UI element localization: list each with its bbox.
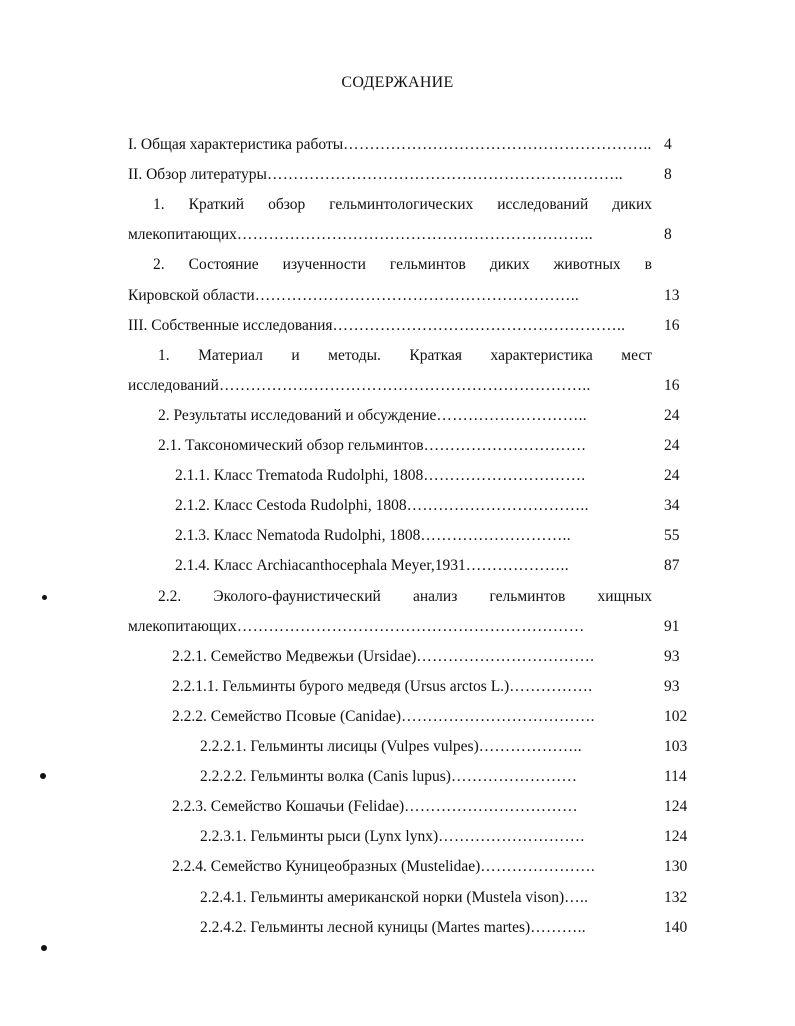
toc-leader-dots: ………………………………………………………….. — [236, 226, 593, 244]
toc-page-number: 8 — [664, 166, 672, 184]
toc-page-number: 13 — [664, 286, 680, 304]
toc-entry-label: 2.1. Таксономический обзор гельминтов — [158, 437, 424, 454]
toc-entry-label: 2.1.3. Класс Nematoda Rudolphi, 1808 — [175, 527, 421, 545]
toc-entry[interactable] — [128, 285, 652, 307]
toc-page-number: 24 — [664, 406, 680, 424]
toc-leader-dots: …………………………………………………………….. — [218, 376, 591, 394]
margin-mark — [41, 945, 47, 951]
toc-entry[interactable] — [200, 826, 652, 848]
toc-entry[interactable] — [158, 435, 652, 457]
toc-leader-dots: ……………….. — [465, 557, 569, 575]
toc-leader-dots: ……………………………………………….. — [332, 316, 626, 334]
toc-entry-first-line: 2.2. Эколого-фаунистический анализ гельминтов хищных — [158, 587, 652, 605]
toc-entry-label: 2.2.4.1. Гельминты американской норки (Mustela vison) — [200, 888, 565, 906]
toc-entry-label: 2.1.4. Класс Archiacanthocephala Meyer,1931 — [175, 557, 466, 575]
toc-entry[interactable] — [175, 495, 652, 517]
toc-page-number: 124 — [664, 798, 688, 816]
toc-leader-dots: ………………………………………………….. — [343, 136, 652, 153]
toc-page-number: 24 — [664, 467, 680, 485]
toc-entry[interactable] — [172, 796, 652, 818]
toc-entry-label: 2.2.1.1. Гельминты бурого медведя (Ursus arctos L.) — [172, 677, 510, 695]
toc-entry-label: 2. Результаты исследований и обсуждение — [158, 406, 437, 424]
toc-entry[interactable] — [128, 375, 652, 397]
toc-entry-label: Кировской области — [128, 286, 255, 304]
toc-page-number: 16 — [664, 376, 680, 394]
toc-entry-label: 2.2.3. Семейство Кошачьи (Felidae) — [172, 798, 405, 816]
toc-leader-dots: ….. — [564, 888, 589, 906]
toc-page-number: 130 — [664, 858, 688, 876]
toc-entry-label: II. Обзор литературы — [128, 166, 267, 184]
toc-entry-label: 2.2.1. Семейство Медвежьи (Ursidae) — [172, 647, 417, 665]
toc-leader-dots: ……………….. — [478, 738, 582, 755]
toc-leader-dots: ……………. — [509, 677, 593, 695]
toc-entry[interactable] — [200, 736, 652, 758]
toc-entry[interactable] — [128, 616, 652, 638]
toc-leader-dots: …………………… — [450, 768, 578, 786]
toc-leader-dots: ……………………….. — [436, 406, 587, 424]
toc-page-number: 93 — [664, 647, 680, 665]
toc-entry-first-line: 1. Краткий обзор гельминтологических исследований диких — [153, 196, 652, 214]
toc-leader-dots: ………………………………………………………….. — [266, 166, 623, 184]
toc-page-number: 87 — [664, 557, 680, 575]
toc-entry[interactable] — [172, 706, 652, 728]
toc-page-number: 114 — [664, 768, 687, 786]
toc-leader-dots: …………………………. — [423, 467, 586, 485]
toc-entry[interactable] — [175, 525, 652, 547]
toc-entry-label: III. Собственные исследования — [128, 316, 333, 334]
toc-entry[interactable] — [172, 676, 652, 698]
page-title: СОДЕРЖАНИЕ — [341, 74, 454, 91]
toc-leader-dots: ………………………. — [438, 828, 585, 846]
toc-entry-label: 2.2.2.2. Гельминты волка (Canis lupus) — [200, 768, 451, 786]
toc-leader-dots: ……………………….. — [420, 527, 571, 545]
toc-entry[interactable] — [158, 405, 652, 427]
toc-leader-dots: ………………………………. — [401, 707, 595, 725]
toc-page-number: 24 — [664, 437, 680, 454]
toc-leader-dots: ………………………………………………………… — [236, 617, 585, 635]
toc-entry[interactable] — [200, 887, 652, 909]
toc-entry-first-line: 2. Состояние изученности гельминтов диких животных в — [153, 256, 652, 274]
toc-page-number: 4 — [664, 136, 672, 153]
toc-page-number: 132 — [664, 888, 688, 906]
toc-page-number: 91 — [664, 617, 680, 635]
toc-entry[interactable] — [200, 766, 652, 788]
toc-leader-dots: …………………………….. — [406, 497, 589, 515]
toc-page-number: 8 — [664, 226, 672, 244]
toc-entry[interactable] — [128, 315, 652, 337]
toc-entry-label: 2.2.4.2. Гельминты лесной куницы (Martes martes) — [200, 918, 531, 936]
toc-entry[interactable] — [175, 555, 652, 577]
toc-page-number: 102 — [664, 707, 688, 725]
toc-entry-label: 2.2.4. Семейство Куницеобразных (Mustelidae) — [172, 858, 481, 876]
toc-leader-dots: ……………………………. — [416, 647, 595, 665]
toc-entry[interactable] — [172, 646, 652, 668]
toc-page-number: 93 — [664, 677, 680, 695]
toc-page-number: 124 — [664, 828, 688, 846]
toc-page-number: 103 — [664, 738, 688, 755]
toc-page-number: 140 — [664, 918, 688, 936]
toc-leader-dots: …………………………… — [404, 798, 578, 816]
toc-entry[interactable] — [128, 164, 652, 186]
toc-entry[interactable] — [128, 224, 652, 246]
toc-leader-dots: ……….. — [530, 918, 586, 936]
toc-entry[interactable] — [128, 134, 652, 156]
toc-entry-label: 2.2.3.1. Гельминты рыси (Lynx lynx) — [200, 828, 439, 846]
margin-mark — [40, 773, 46, 779]
toc-page-number: 16 — [664, 316, 680, 334]
toc-leader-dots: …………………………………………………….. — [254, 286, 580, 304]
toc-entry-first-line: 1. Материал и методы. Краткая характеристика мест — [158, 346, 652, 364]
toc-entry-label: 2.2.2.1. Гельминты лисицы (Vulpes vulpes) — [200, 738, 479, 755]
toc-entry-label: млекопитающих — [128, 226, 237, 244]
toc-entry-label: 2.1.2. Класс Cestoda Rudolphi, 1808 — [175, 497, 407, 515]
toc-entry[interactable] — [200, 917, 652, 939]
toc-page-number: 55 — [664, 527, 680, 545]
toc-entry-label: 2.1.1. Класс Trematoda Rudolphi, 1808 — [175, 467, 424, 485]
toc-entry[interactable] — [172, 856, 652, 878]
toc-leader-dots: …………………. — [480, 858, 596, 876]
toc-entry-label: исследований — [128, 376, 219, 394]
toc-entry-label: 2.2.2. Семейство Псовые (Canidae) — [172, 707, 402, 725]
toc-entry[interactable] — [175, 465, 652, 487]
margin-mark — [42, 595, 47, 600]
toc-page-number: 34 — [664, 497, 680, 515]
toc-entry-label: I. Общая характеристика работы — [128, 136, 344, 153]
toc-entry-label: млекопитающих — [128, 617, 237, 635]
toc-leader-dots: …………………………. — [423, 437, 586, 454]
